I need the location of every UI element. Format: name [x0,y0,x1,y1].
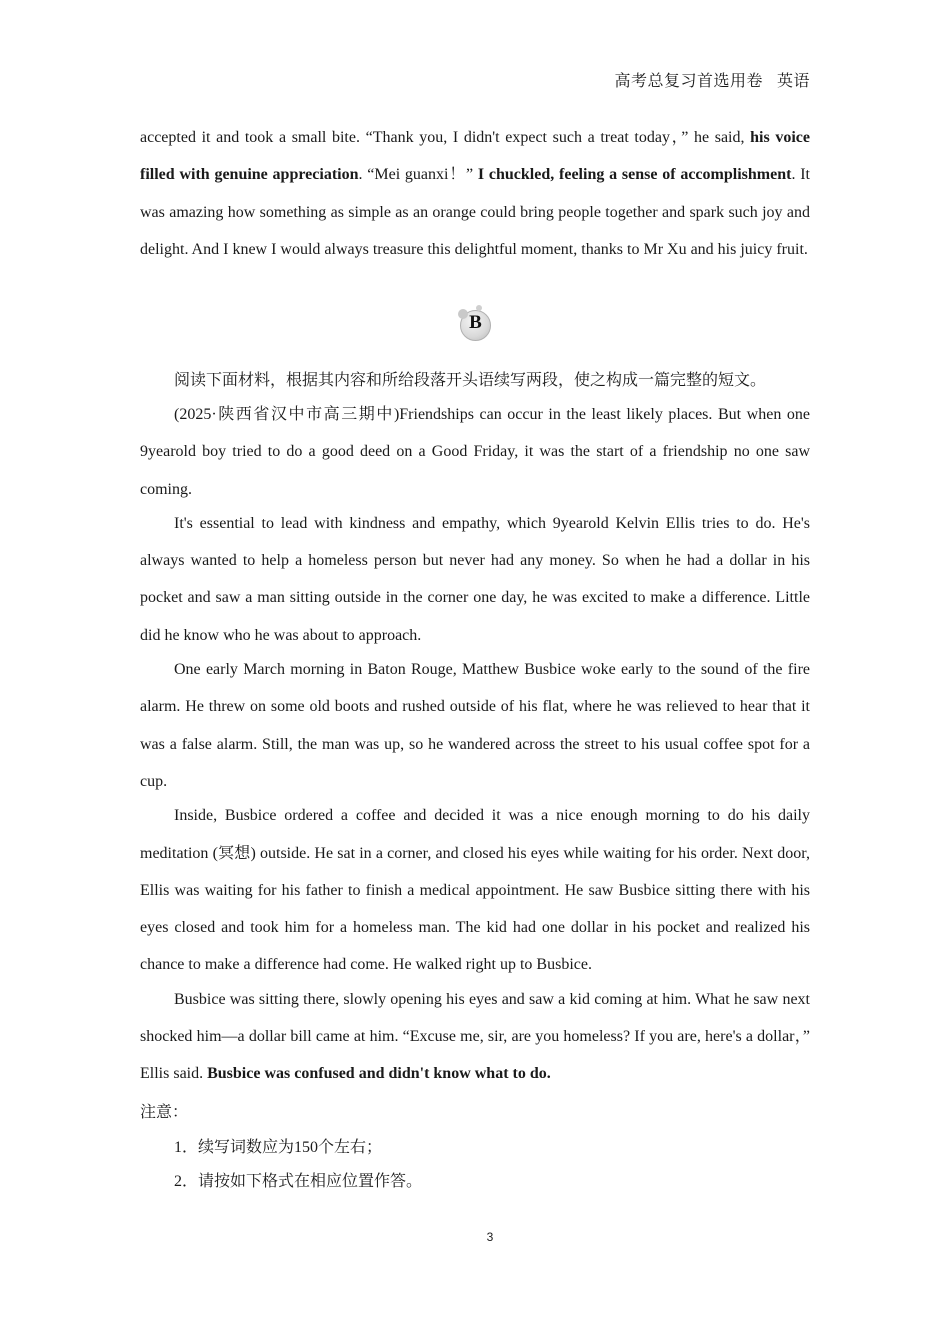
continuation-bold-2: I chuckled, feeling a sense of accomplishment [477,166,792,184]
notes-section [140,1096,810,1200]
badge-small-bubble-icon [476,305,482,311]
story-paragraph-4: Inside, Busbice ordered a coffee and decided it was a nice enough morning to do his daily meditation (冥想) outside. He sat in a corner, and closed his eyes while waiting for his order. Next door, Ellis was waiting for his father to finish a medical appointment. He saw Busbice sitting there with his eyes closed and took him for a homeless man. The kid had one dollar in his pocket and realized his chance to make a difference had come. He walked right up to Busbice. [140,807,810,974]
story-passage [140,396,810,1090]
header-subject: 英语 [776,73,810,90]
header-title: 高考总复习首选用卷 [614,73,763,90]
continuation-paragraph [140,119,810,268]
story-paragraph-5-bold: Busbice was confused and didn't know what to do. [207,1065,551,1083]
story-paragraph-2: It's essential to lead with kindness and empathy, which 9yearold Kelvin Ellis tries to do. He's always wanted to help a homeless person but never had any money. So when he had a dollar in his pocket and saw a man sitting outside in the corner one day, he was excited to make a difference. Little did he know who he was about to approach. [140,514,810,644]
continuation-text-1: accepted it and took a small bite. “Thank you, I didn't expect such a treat today，” he said, [140,129,751,146]
continuation-text-3: . It was amazing how something as simple as an orange could bring people together and spark such joy and delight. And I knew I would always treasure this delightful moment, thanks to Mr Xu and his juicy fruit. [140,166,810,258]
instruction-text: 阅读下面材料，根据其内容和所给段落开头语续写两段，使之构成一篇完整的短文。 [174,372,767,389]
page-header [614,68,810,91]
page-number: 3 [486,1230,494,1244]
notes-item: 1．续写词数应为150个左右； [174,1138,383,1156]
story-paragraph-5-text: Busbice was sitting there, slowly opening his eyes and saw a kid coming at him. What he saw next shocked him—a dollar bill came at him. “Excuse me, sir, are you homeless? If you are, here's a dollar，” Ellis said. [140,990,810,1083]
section-label: B [469,312,482,333]
continuation-bold-1: his voice filled with genuine appreciation [140,129,810,184]
notes-title: 注意： [140,1104,189,1121]
story-paragraph-3: One early March morning in Baton Rouge, Matthew Busbice woke early to the sound of the fire alarm. He threw on some old boots and rushed outside of his flat, where he was relieved to hear that it was a false alarm. Still, the man was up, so he wandered across the street to his usual coffee spot for a cup. [140,661,810,790]
notes-item: 2．请按如下格式在相应位置作答。 [174,1173,423,1190]
section-badge [460,310,491,341]
continuation-text-2: . “Mei guanxi！” [358,166,478,184]
story-paragraph-5 [140,981,810,1093]
story-paragraph-1: (2025·陕西省汉中市高三期中)Friendships can occur in the least likely places. But when one 9yearold boy tried to do a good deed on a Good Friday, it was the start of a friendship no one saw coming. [140,406,810,498]
